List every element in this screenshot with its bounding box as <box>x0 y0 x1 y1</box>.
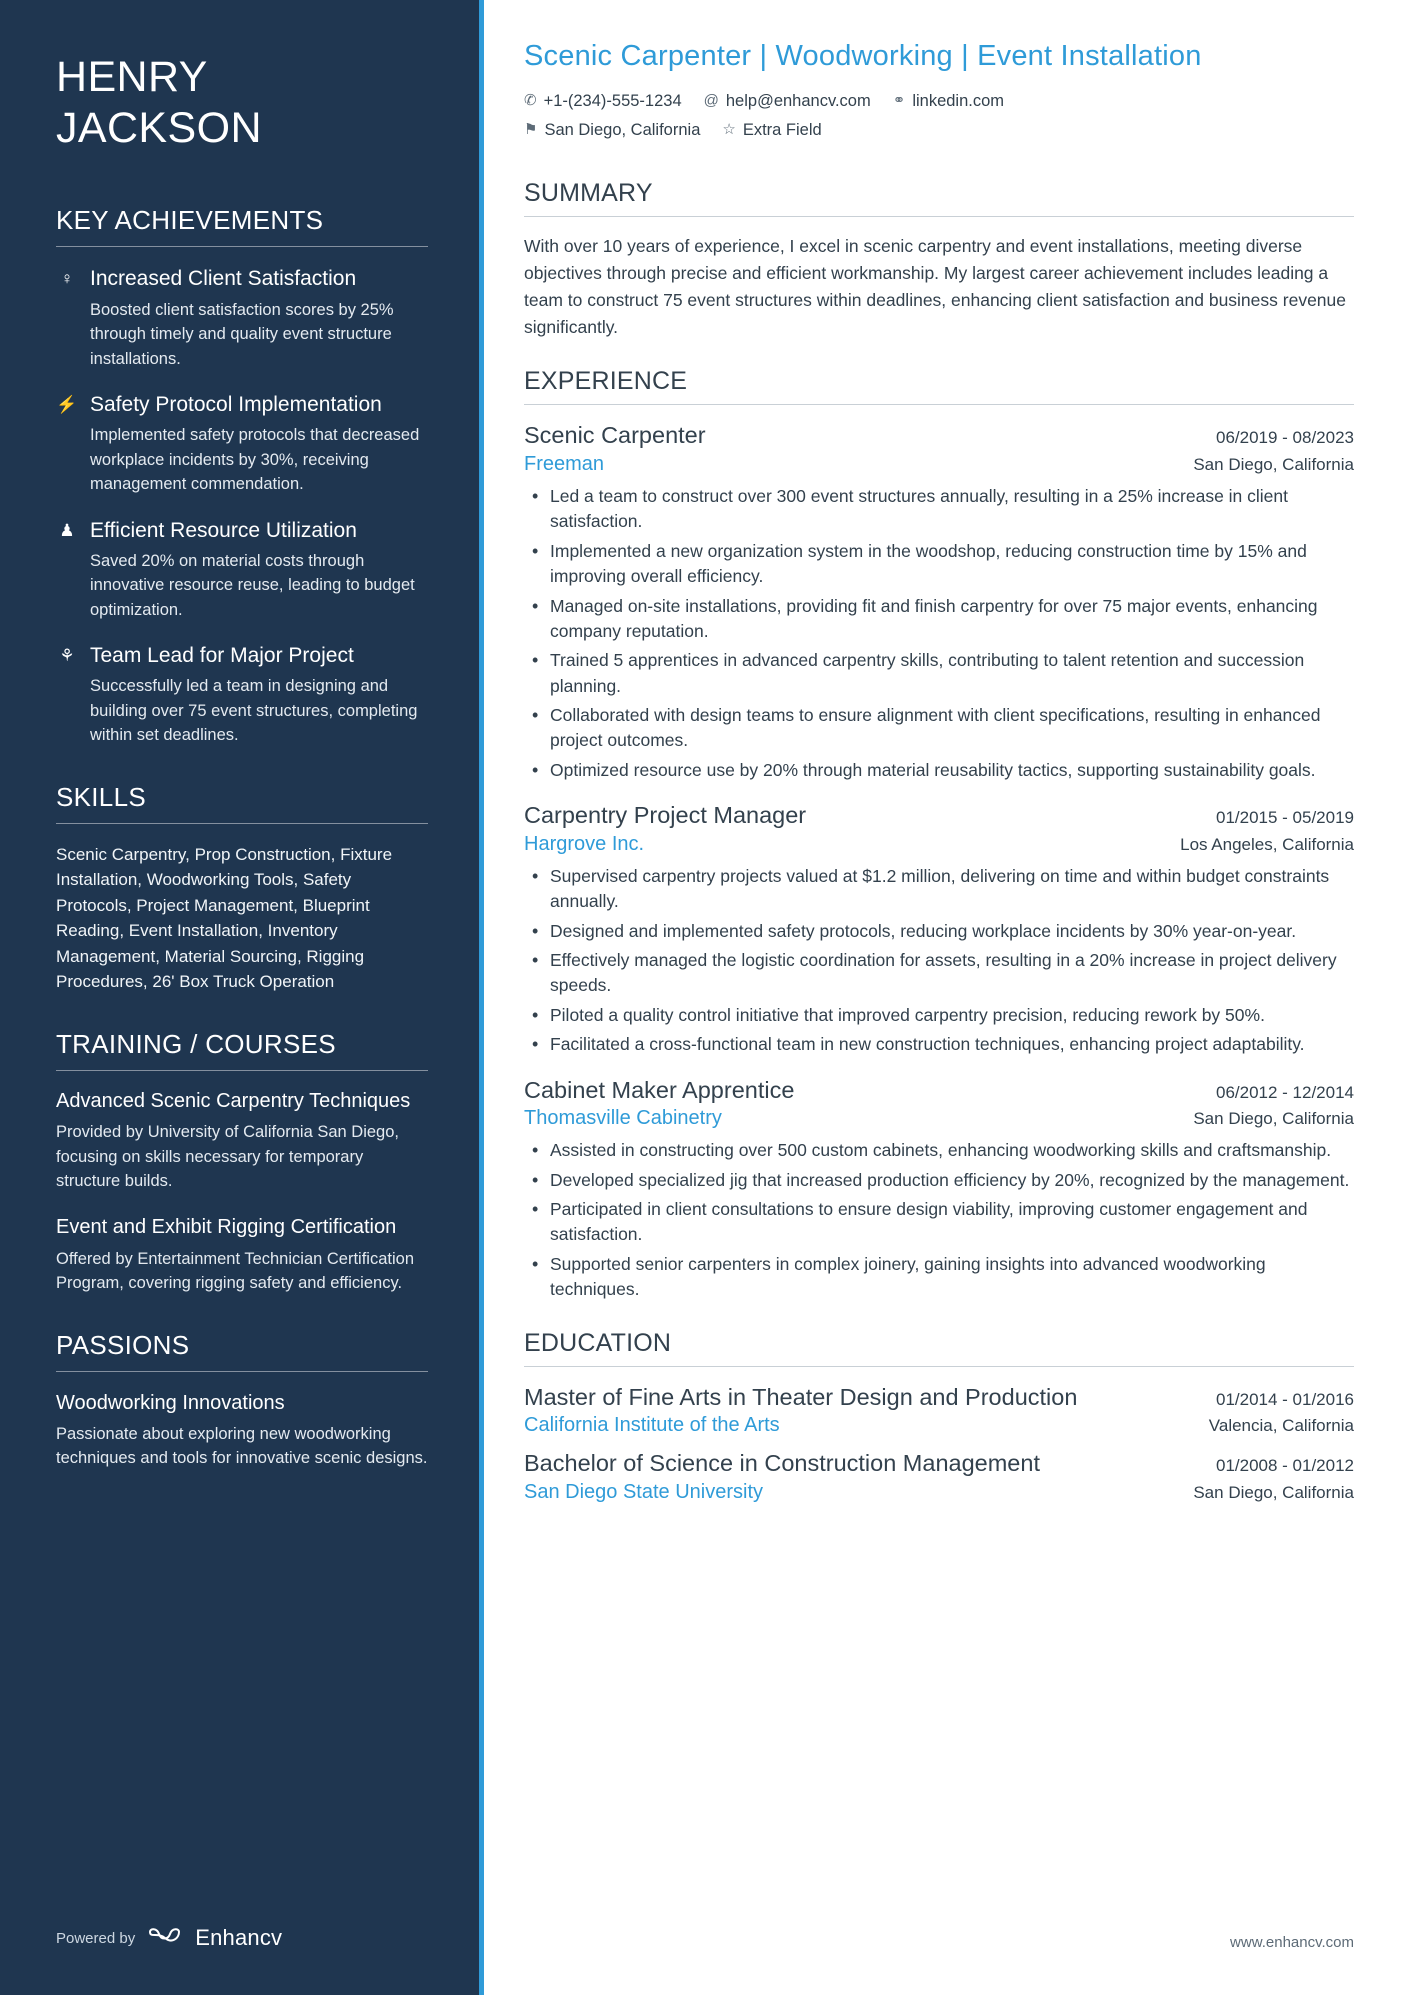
candidate-first-name: HENRY <box>56 53 208 101</box>
school-name[interactable]: San Diego State University <box>524 1480 764 1503</box>
job-bullet: • Implemented a new organization system in the woodshop, reducing construction time by 15% and improving overall efficiency. <box>528 539 1354 590</box>
school-name[interactable]: California Institute of the Arts <box>524 1414 780 1437</box>
achievement-title: Increased Client Satisfaction <box>90 267 357 291</box>
contact-row-2 <box>524 116 1354 145</box>
achievement-item <box>56 265 428 371</box>
key-achievements-title: KEY ACHIEVEMENTS <box>56 205 428 247</box>
course-item <box>56 1215 428 1295</box>
job-bullet: • Developed specialized jig that increased production efficiency by 20%, recognized by the management. <box>528 1168 1354 1193</box>
passion-item <box>56 1390 428 1471</box>
contact-location <box>524 116 700 145</box>
candidate-name <box>56 52 428 153</box>
job-bullet: • Supervised carpentry projects valued at $1.2 million, delivering on time and within budget constraints annually. <box>528 864 1354 915</box>
star-icon: ☆ <box>722 121 736 139</box>
experience-title: EXPERIENCE <box>524 367 1354 405</box>
job-bullet: • Supported senior carpenters in complex joinery, gaining insights into advanced woodworking techniques. <box>528 1252 1354 1303</box>
job-bullet: • Trained 5 apprentices in advanced carpentry skills, contributing to talent retention and succession planning. <box>528 648 1354 699</box>
training-courses-section <box>56 1029 428 1296</box>
skills-title: SKILLS <box>56 782 428 824</box>
contact-phone[interactable] <box>524 87 682 116</box>
job-company[interactable]: Freeman <box>524 452 605 475</box>
job-bullet: • Participated in client consultations to ensure design viability, improving customer engagement and satisfaction. <box>528 1197 1354 1248</box>
achievement-item <box>56 391 428 497</box>
course-description: Provided by University of California San Diego, focusing on skills necessary for temporary structure builds. <box>56 1123 399 1190</box>
contact-location-text: San Diego, California <box>544 120 701 139</box>
school-location: San Diego, California <box>1193 1482 1354 1502</box>
summary-text: With over 10 years of experience, I excel in scenic carpentry and event installations, meeting diverse objectives through precise and efficient workmanship. My largest career achievement includes leading a team to construct 75 event structures within deadlines, enhancing client satisfaction and business revenue significantly. <box>524 235 1347 338</box>
achievement-item <box>56 517 428 623</box>
sidebar <box>0 0 484 1995</box>
job-location: San Diego, California <box>1193 454 1354 474</box>
trophy-icon: ♟ <box>59 520 75 540</box>
contact-row-1 <box>524 87 1354 116</box>
degree-title: Bachelor of Science in Construction Management <box>524 1450 1040 1477</box>
phone-icon: ✆ <box>524 92 537 110</box>
job-location: Los Angeles, California <box>1180 834 1354 854</box>
contact-email[interactable] <box>704 87 871 116</box>
job-dates: 01/2015 - 05/2019 <box>1215 808 1354 828</box>
course-title: Event and Exhibit Rigging Certification <box>56 1216 397 1239</box>
training-courses-title: TRAINING / COURSES <box>56 1029 428 1071</box>
job-bullet: • Facilitated a cross-functional team in new construction techniques, enhancing project adaptability. <box>528 1032 1354 1057</box>
powered-by <box>56 1925 282 1951</box>
contact-extra-field <box>722 116 821 145</box>
course-description: Offered by Entertainment Technician Certification Program, covering rigging safety and efficiency. <box>56 1249 414 1293</box>
job-company[interactable]: Hargrove Inc. <box>524 832 645 855</box>
job-title: Scenic Carpenter <box>524 422 706 449</box>
powered-by-label: Powered by <box>56 1929 136 1947</box>
passion-description: Passionate about exploring new woodworking techniques and tools for innovative scenic designs. <box>56 1424 428 1468</box>
contact-block <box>524 87 1354 145</box>
contact-extra-field-text: Extra Field <box>742 120 822 139</box>
job-bullet: • Collaborated with design teams to ensure alignment with client specifications, resulting in enhanced project outcomes. <box>528 703 1354 754</box>
course-title: Advanced Scenic Carpentry Techniques <box>56 1089 411 1112</box>
passions-section <box>56 1330 428 1471</box>
professional-headline: Scenic Carpenter | Woodworking | Event Installation <box>524 40 1202 72</box>
candidate-last-name: JACKSON <box>56 103 262 152</box>
job-bullet: • Designed and implemented safety protocols, reducing workplace incidents by 30% year-on-year. <box>528 919 1354 944</box>
passions-title: PASSIONS <box>56 1330 428 1372</box>
job-dates: 06/2012 - 12/2014 <box>1215 1082 1354 1102</box>
summary-title: SUMMARY <box>524 179 1354 217</box>
skills-list: Scenic Carpentry, Prop Construction, Fixture Installation, Woodworking Tools, Safety Protocols, Project Management, Blueprint Reading, Event Installation, Inventory Management, Material Sourcing, Rigging Procedures, 26' Box Truck Operation <box>56 844 393 992</box>
achievement-description: Implemented safety protocols that decreased workplace incidents by 30%, receiving management commendation. <box>90 426 420 494</box>
medal-icon: ⚘ <box>59 646 75 666</box>
key-achievements-section <box>56 205 428 747</box>
job-company[interactable]: Thomasville Cabinetry <box>524 1107 722 1130</box>
degree-dates: 01/2014 - 01/2016 <box>1215 1389 1354 1409</box>
degree-title: Master of Fine Arts in Theater Design and Production <box>524 1383 1078 1410</box>
location-pin-icon: ⚑ <box>524 121 538 139</box>
job-dates: 06/2019 - 08/2023 <box>1215 428 1354 448</box>
school-location: Valencia, California <box>1208 1416 1354 1436</box>
job-bullet: • Led a team to construct over 300 event structures annually, resulting in a 25% increase in client satisfaction. <box>528 484 1354 535</box>
job-bullet: • Piloted a quality control initiative that improved carpentry precision, reducing rework by 50%. <box>528 1003 1354 1028</box>
education-entry <box>524 1449 1354 1504</box>
enhancv-logo-icon <box>147 1926 183 1950</box>
passion-title: Woodworking Innovations <box>56 1391 285 1414</box>
job-bullet: • Effectively managed the logistic coordination for assets, resulting in a 20% increase in project delivery speeds. <box>528 948 1354 999</box>
achievement-title: Safety Protocol Implementation <box>90 392 382 416</box>
job-bullet: • Assisted in constructing over 500 custom cabinets, enhancing woodworking skills and craftsmanship. <box>528 1138 1354 1163</box>
contact-linkedin[interactable] <box>893 87 1004 116</box>
job-bullet-list <box>528 1138 1354 1302</box>
lightbulb-icon: ♀ <box>60 269 74 289</box>
achievement-description: Boosted client satisfaction scores by 25% through timely and quality event structure installations. <box>90 300 394 368</box>
course-item <box>56 1089 428 1194</box>
main-content <box>484 0 1410 1995</box>
lightning-bolt-icon: ⚡ <box>56 394 78 414</box>
achievement-description: Successfully led a team in designing and building over 75 event structures, completing within set deadlines. <box>90 677 418 745</box>
job-bullet-list <box>528 484 1354 783</box>
skills-section <box>56 782 428 995</box>
experience-section <box>524 367 1354 1302</box>
job-bullet: • Managed on-site installations, providing fit and finish carpentry for over 75 major events, enhancing company reputation. <box>528 594 1354 645</box>
achievement-description: Saved 20% on material costs through innovative resource reuse, leading to budget optimization. <box>90 551 415 619</box>
email-icon: @ <box>703 92 719 110</box>
education-entry <box>524 1383 1354 1438</box>
job-bullet-list <box>528 864 1354 1058</box>
education-section <box>524 1329 1354 1504</box>
brand-name: Enhancv <box>195 1925 283 1950</box>
contact-linkedin-text: linkedin.com <box>912 92 1005 110</box>
job-title: Cabinet Maker Apprentice <box>524 1076 795 1103</box>
achievement-title: Team Lead for Major Project <box>90 644 354 668</box>
job-bullet: • Optimized resource use by 20% through material reusability tactics, supporting sustainability goals. <box>528 758 1354 783</box>
achievement-item <box>56 642 428 748</box>
education-title: EDUCATION <box>524 1329 1354 1367</box>
summary-section <box>524 179 1354 342</box>
job-location: San Diego, California <box>1193 1109 1354 1129</box>
degree-dates: 01/2008 - 01/2012 <box>1215 1456 1354 1476</box>
experience-entry <box>524 801 1354 1057</box>
experience-entry <box>524 1076 1354 1303</box>
contact-phone-text: +1-(234)-555-1234 <box>543 92 682 110</box>
link-icon: ⚭ <box>892 92 906 110</box>
achievement-title: Efficient Resource Utilization <box>90 518 357 542</box>
contact-email-text: help@enhancv.com <box>725 92 871 110</box>
experience-entry <box>524 421 1354 783</box>
job-title: Carpentry Project Manager <box>524 802 807 829</box>
footer-website-url: www.enhancv.com <box>1230 1934 1354 1951</box>
